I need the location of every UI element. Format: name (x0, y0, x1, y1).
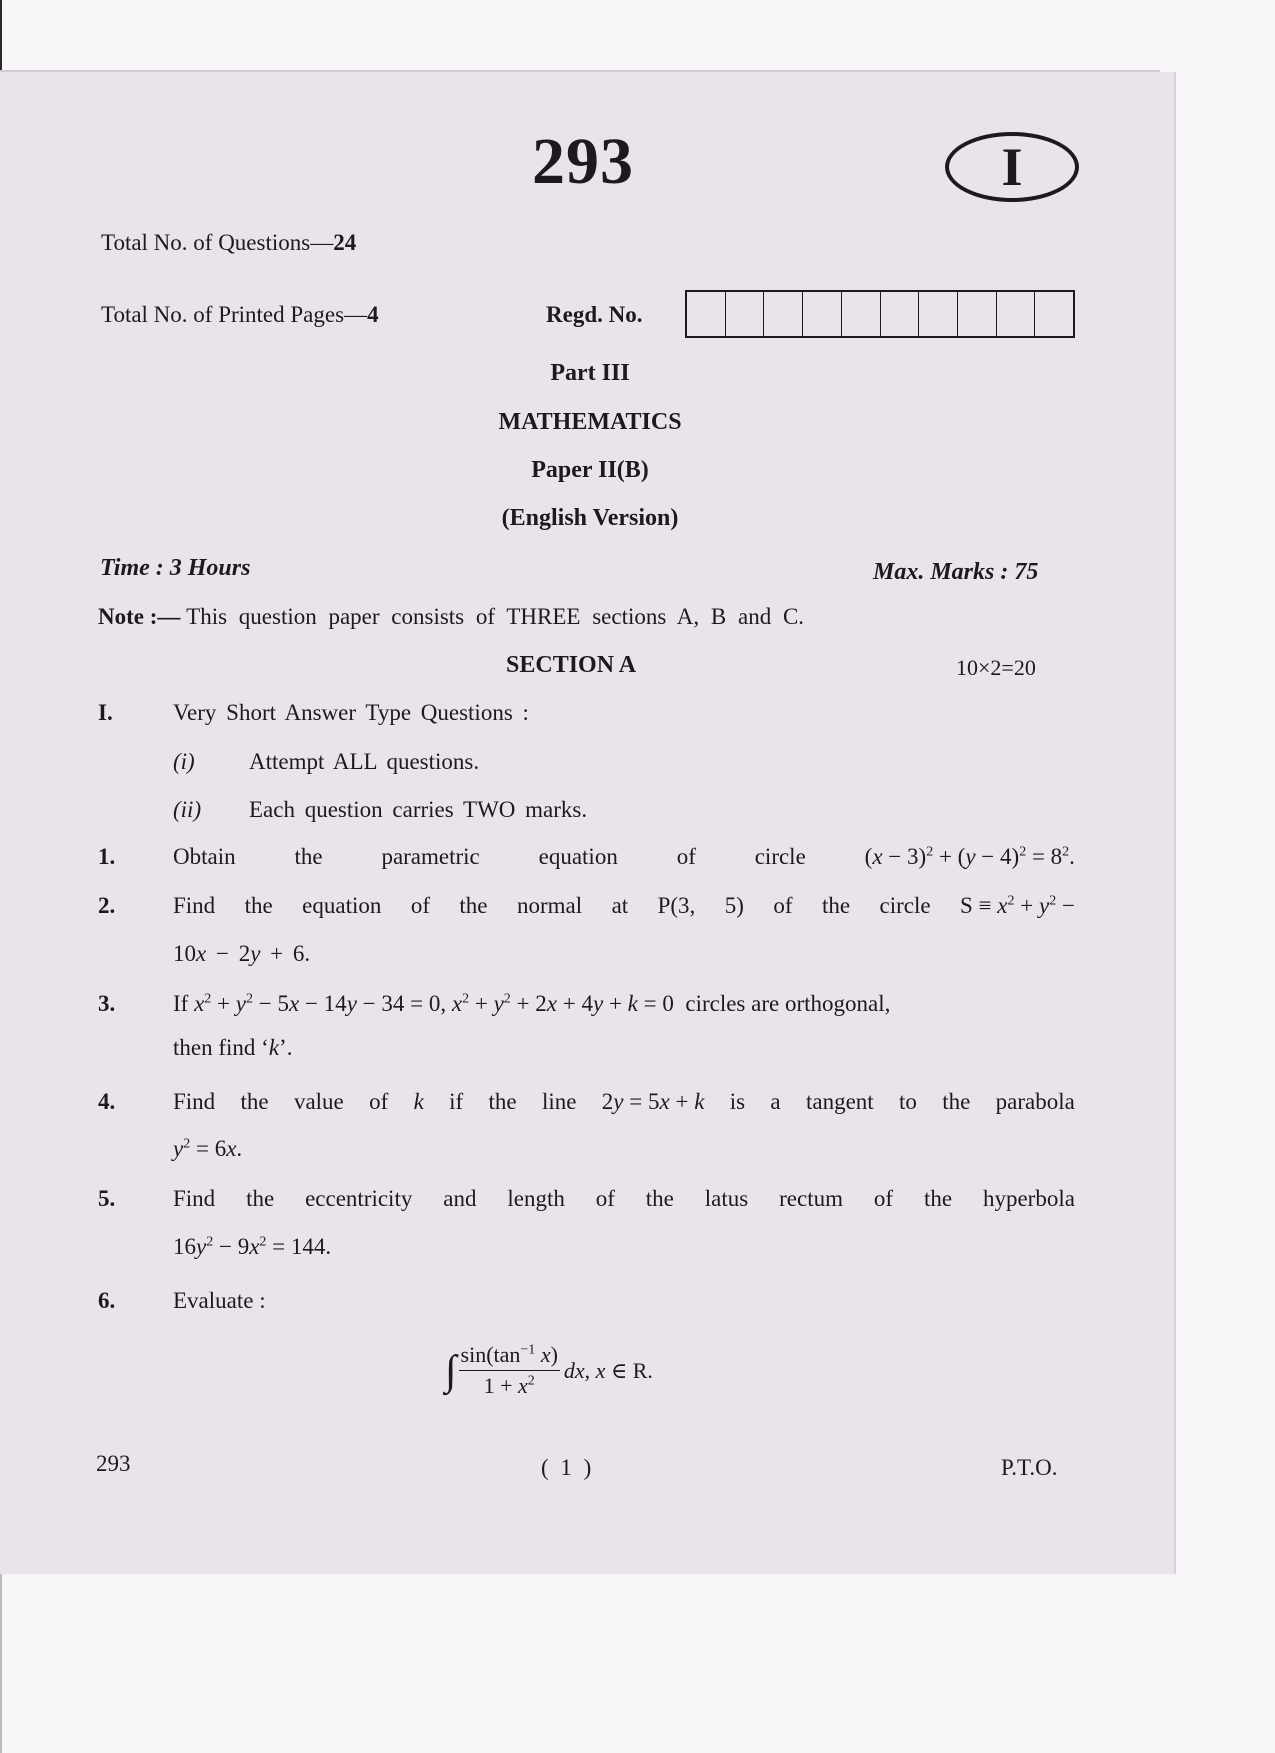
question-3-number: 3. (98, 991, 116, 1016)
set-label: I (1001, 137, 1023, 197)
regd-digit-box[interactable] (1035, 292, 1073, 336)
regd-digit-box[interactable] (958, 292, 997, 336)
question-5-text-cont: $16y^2 - 9x^2 = 144$. (173, 1234, 332, 1259)
regd-digit-box[interactable] (842, 292, 881, 336)
total-questions-label: Total No. of Questions— (101, 230, 334, 255)
question-3-text: If $x^2 + y^2 - 5x - 14y - 34 = 0$, $x^2 + y^2 + 2x + 4y + k = 0$ circles are orthogonal, (173, 991, 891, 1016)
total-questions-value: 24 (333, 230, 357, 255)
question-2-text-cont: 10x − 2y + 6. (173, 941, 311, 966)
integral-icon: ∫ (445, 1347, 457, 1394)
set-badge (945, 132, 1079, 202)
section-title: SECTION A (506, 652, 637, 678)
question-5-number: 5. (98, 1186, 116, 1211)
section-roman: I. (98, 700, 113, 725)
instruction-2-num: (ii) (173, 797, 202, 822)
section-marks: 10×2=20 (956, 655, 1036, 680)
pto-label: P.T.O. (1001, 1455, 1058, 1480)
note-label: Note :— (98, 604, 181, 629)
question-2-text: Find the equation of the normal at P(3, 5) of the circle $S \equiv x^2 + y^2$ − (173, 893, 1075, 918)
scan-edge (0, 1570, 2, 1753)
regd-digit-box[interactable] (997, 292, 1036, 336)
question-5-text: Find the eccentricity and length of the latus rectum of the hyperbola (173, 1186, 1075, 1211)
regd-digit-box[interactable] (881, 292, 920, 336)
regd-digit-box[interactable] (764, 292, 803, 336)
page-number: ( 1 ) (541, 1455, 592, 1480)
regd-digit-box[interactable] (919, 292, 958, 336)
part-title: Part III (550, 360, 630, 386)
footer-code: 293 (96, 1451, 131, 1476)
total-pages (101, 302, 379, 328)
time-label: Time : 3 Hours (100, 555, 251, 581)
note (98, 604, 804, 630)
regd-number-boxes[interactable] (685, 290, 1075, 338)
question-6-number: 6. (98, 1288, 116, 1313)
note-text: This question paper consists of THREE sections A, B and C. (186, 604, 805, 629)
regd-digit-box[interactable] (803, 292, 842, 336)
question-6-integral: ∫ $\frac{\sin(\tan^{-1} x)}{1 + x^2}$ dx, x ∈ R. (445, 1342, 653, 1398)
instruction-2: Each question carries TWO marks. (249, 797, 588, 822)
question-1-text: Obtain the parametric equation of circle $(x - 3)^2 + (y - 4)^2 = 8^2$. (173, 844, 1075, 869)
integral-fraction: $\frac{\sin(\tan^{-1} x)}{1 + x^2}$ (460, 1342, 558, 1398)
question-4-text-cont: $y^2 = 6x$. (173, 1136, 243, 1161)
question-paper (0, 72, 1176, 1574)
total-pages-label: Total No. of Printed Pages— (101, 302, 368, 327)
paper-title: Paper II(B) (531, 457, 649, 483)
instruction-1-num: (i) (173, 749, 195, 774)
section-heading: Very Short Answer Type Questions : (173, 700, 529, 725)
question-4-number: 4. (98, 1089, 116, 1114)
max-marks: Max. Marks : 75 (873, 559, 1039, 585)
instruction-1: Attempt ALL questions. (249, 749, 480, 774)
question-3-text-cont: then find ‘k’. (173, 1035, 293, 1060)
paper-code: 293 (532, 125, 634, 198)
total-questions (101, 230, 356, 256)
subject-title: MATHEMATICS (498, 409, 682, 435)
scan-edge (0, 0, 2, 80)
question-1-number: 1. (98, 844, 116, 869)
question-6-text: Evaluate : (173, 1288, 266, 1313)
regd-label: Regd. No. (546, 302, 643, 327)
total-pages-value: 4 (367, 302, 379, 327)
regd-digit-box[interactable] (726, 292, 765, 336)
regd-digit-box[interactable] (687, 292, 726, 336)
version-title: (English Version) (501, 505, 679, 531)
question-4-text: Find the value of k if the line 2y = 5x + k is a tangent to the parabola (173, 1089, 1075, 1114)
question-2-number: 2. (98, 893, 116, 918)
